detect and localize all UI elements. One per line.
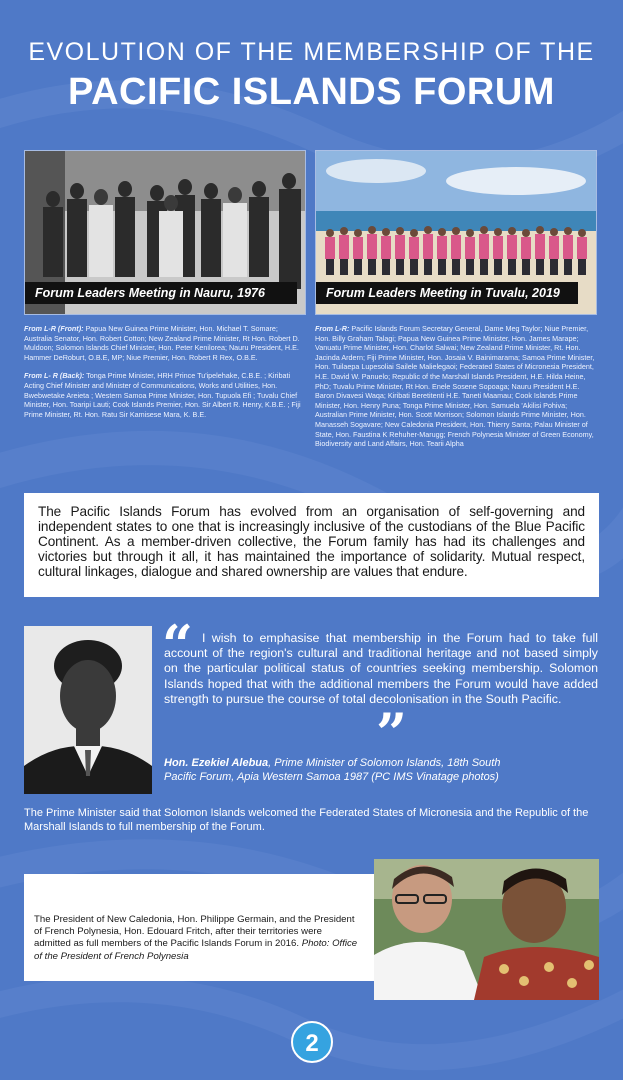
photo-nauru-1976 [24, 150, 306, 315]
new-caledonia-box [24, 874, 374, 981]
photo-caption-nauru: Forum Leaders Meeting in Nauru, 1976 [25, 282, 297, 304]
tuvalu-photo-description [315, 324, 599, 458]
close-quote-icon: ” [376, 701, 408, 765]
back-row-label: From L- R (Back): [24, 371, 85, 381]
back-row-names: Tonga Prime Minister, HRH Prince Tu'ipelehake, C.B.E. ; Kiribati Acting Chief Minister and Minister of Communications, Works and Utilities, Hon. Bwebwetake Areieta ; Western Samoa Prime Minister, Hon. Tupuola Efi ; Tuvalu Chief Minister, Hon. Toaripi Lauti; Cook Islands Premier, Hon. Sir Albert R. Henry, K.B.E. ; Fiji Prime Minister, Rt. Hon. Ratu Sir Kamisese Mara, K. B.E. [24, 371, 301, 419]
quote-credit [164, 756, 524, 784]
quote-credit-details: , Prime Minister of Solomon Islands, 18th South Pacific Forum, Apia Western Samoa 1987 (PC IMS Vinatage photos) [164, 757, 501, 783]
front-row-label: From L-R (Front): [24, 324, 84, 333]
summary-box [24, 493, 599, 597]
summary-text: The Pacific Islands Forum has evolved from an organisation of self-governing and independent states to one that is increasingly inclusive of the custodians of the Blue Pacific Continent. As a member-driven collective, the Forum family has had its challenges and victories but through it all, it has maintained the importance of solidarity. Mutual respect, cultural linkages, dialogue and shared ownership are values that endure. [38, 504, 585, 579]
portrait-image [24, 626, 152, 794]
quote-credit-name: Hon. Ezekiel Alebua [164, 757, 269, 769]
nauru-photo-description [24, 324, 306, 428]
tuvalu-lr-names: Pacific Islands Forum Secretary General, Dame Meg Taylor; Niue Premier, Hon. Billy Graham Talagi; Papua New Guinea Prime Minister, Hon. James Marape; Vanuatu Prime Minister, Hon. Charlot Salwai; New Zealand Prime Minister, Rt. Hon. Jacinda Ardern; Fiji Prime Minister, Hon. Josaia V. Bainimarama; Samoa Prime Minister, Hon. Tuilaepa Lupesoliai Sailele Malielegaoi; Federated States of Micronesia President, H.E. David W. Panuelo; Republic of the Marshall Islands President, H.E. Hilda Heine, PhD; Tuvalu Prime Minister, Rt Hon. Enele Sosene Sopoaga; Nauru President H.E. Baron Divavesi Waqa; Kiribati Beretitenti H.E. Taneti Maamau; Cook Islands Prime Minister, Hon. Henry Puna; Tonga Prime Minister, Hon. Samuela 'Akilisi Pohiva; Australian Prime Minister, Hon. Scott Morrison; Solomon Islands Prime Minister, Hon. Manasseh Sogavare; New Caledonia President, Hon. Thierry Santa; Palau Minister of State, Hon. Faustina K Rehuher-Marugg; French Polynesia Minister of Green Economy, Biodiversity and Land Affairs, Hon. Tearii Alpha [315, 324, 595, 449]
quote-text: I wish to emphasise that membership in the Forum had to take full account of the region's cultural and traditional heritage and not based simply on the particular political status of countries seeking membership. Solomon Islands hoped that with the additional members the Forum would have added strength to pursue the course of total decolonisation in the South Pacific. [164, 631, 598, 706]
portrait-ezekiel-alebua [24, 626, 152, 794]
presidents-photo-image [374, 859, 599, 1000]
page-number-badge: 2 [291, 1021, 333, 1063]
new-caledonia-photo-credit: Photo: Office of the President of French Polynesia [34, 938, 358, 962]
page-title: PACIFIC ISLANDS FORUM [68, 71, 555, 113]
prime-minister-statement: The Prime Minister said that Solomon Islands welcomed the Federated States of Micronesia and the Republic of the Marshall Islands to full membership of the Forum. [24, 807, 589, 833]
photo-caption-tuvalu: Forum Leaders Meeting in Tuvalu, 2019 [316, 282, 578, 304]
open-quote-icon: “ [162, 613, 194, 677]
new-caledonia-caption: The President of New Caledonia, Hon. Philippe Germain, and the President of French Polynesia, Hon. Edouard Fritch, after their territories were admitted as full members of the Pacific Islands Forum in 2016. [34, 914, 355, 950]
title-line-1: EVOLUTION OF THE MEMBERSHIP OF THE [28, 38, 595, 66]
photo-presidents-2016 [374, 859, 599, 1000]
photo-tuvalu-2019 [315, 150, 597, 315]
tuvalu-lr-label: From L-R: [315, 324, 350, 333]
front-row-names: Papua New Guinea Prime Minister, Hon. Michael T. Somare; Australia Senator, Hon. Robert Cotton; New Zealand Prime Minister, Rt Hon. Robert D. Muldoon; Solomon Islands Chief Minister, Hon. Peter Kenilorea; Nauru President, H.E. Hammer DeRoburt, O.B.E, MP; Niue Premier, Hon. Robert R Rex, O.B.E. [24, 324, 300, 362]
new-caledonia-text [34, 914, 359, 963]
